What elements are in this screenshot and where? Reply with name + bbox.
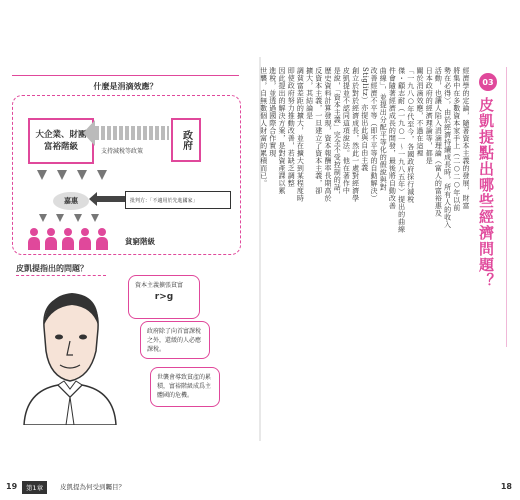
government-label: 政府 bbox=[180, 130, 192, 150]
body-text-column: 是說，「資本主義」完全不受控制的話， bbox=[333, 67, 342, 199]
book-spread bbox=[0, 57, 520, 492]
person-icon bbox=[61, 228, 75, 250]
body-text-column: 改善經濟不平等（即不平等的自動解決） bbox=[370, 67, 378, 202]
person-icon bbox=[44, 228, 58, 250]
trickle-bubble: 嘉惠 bbox=[53, 192, 89, 210]
body-text-column: 因此提出的解決方案，是對資產課以累 bbox=[278, 67, 286, 195]
speech-bubble-rg bbox=[128, 275, 200, 319]
body-text-column: 即使政府努力推動改善，若缺乏調整 bbox=[287, 67, 296, 187]
piketty-portrait-illustration bbox=[18, 285, 122, 425]
body-text-column: 關於涓滴效應，不過在這裡 bbox=[416, 67, 424, 157]
body-text-column: 活動，也讓人陷入涓滴理論（富人的富裕惠及 bbox=[434, 67, 443, 217]
policy-arrow-label: 支持減稅等政策 bbox=[101, 148, 144, 155]
rg-formula: r>g bbox=[154, 292, 174, 302]
trickle-down-diagram bbox=[12, 95, 241, 255]
body-text-column: 創立於對於經濟成長，然此一處對經濟學 bbox=[351, 67, 360, 202]
body-text-column: 歷史資料計算發現，資本報酬率長期高於 bbox=[324, 67, 332, 202]
body-text-column: 曲線」，並提出分配平等化的假說與對 bbox=[379, 67, 388, 191]
body-text-column: 勢在必得），由於經濟持續成長時，所有人的收入 bbox=[443, 67, 452, 229]
policy-arrow bbox=[95, 126, 169, 140]
chapter-title: 皮凱提為何受到矚目？ bbox=[60, 483, 125, 491]
criticism-arrow bbox=[97, 196, 125, 202]
body-text-column: 將集中在多數資本家手上（二○二○年以前 bbox=[452, 67, 461, 212]
section-rule bbox=[506, 67, 507, 347]
person-icon bbox=[27, 228, 41, 250]
body-text-column: 經濟學的定論，隨著資本主義的發展，財富 bbox=[462, 67, 470, 210]
left-page bbox=[0, 57, 259, 441]
page-number-left: 19 bbox=[6, 482, 18, 491]
body-text-column: 皮凱提並不認同這項說法。他在著作中 bbox=[342, 67, 351, 195]
chapter-label: 第1章 bbox=[22, 481, 47, 494]
bubble1-text: 資本主義擴張貧富 bbox=[135, 282, 184, 289]
body-text-column: 反資本主義，一旦建立了資本主義，卻 bbox=[314, 67, 323, 195]
piketty-issues-title: 皮凱提指出的問題？ bbox=[16, 264, 88, 273]
body-text-column: 擴大，其結論是 bbox=[305, 67, 314, 120]
right-page bbox=[261, 57, 520, 441]
body-text-column: 「一九八○年代至今，各國政府採行減稅 bbox=[406, 67, 415, 203]
down-arrows-bottom bbox=[39, 214, 99, 224]
page-number-right: 18 bbox=[500, 482, 512, 491]
rich-class-line1: 大企業、財團 bbox=[35, 130, 87, 140]
down-arrows-top bbox=[37, 170, 107, 184]
section-number-badge: 03 bbox=[479, 73, 497, 91]
body-text-column: 調貧富差距的擴大，並在擴大到某程度時 bbox=[296, 67, 305, 202]
page-footer bbox=[0, 478, 520, 498]
section-title: 皮凱提點出哪些經濟問題？ bbox=[477, 97, 495, 289]
person-icon bbox=[95, 228, 109, 250]
poor-people-icons bbox=[27, 228, 109, 250]
person-icon bbox=[78, 228, 92, 250]
body-text-column: 日本政府的經濟理論等，都是 bbox=[425, 67, 434, 165]
body-text-column: Stiglitz）亦提出此與自由主義 bbox=[360, 67, 369, 172]
government-box bbox=[171, 118, 201, 162]
title-underline bbox=[16, 275, 106, 277]
speech-bubble-inheritance: 世襲會導致貧產的累積，富裕階級成爲主體國的危機。 bbox=[150, 367, 220, 407]
body-text-column: 進稅，並透過國際合作實現 bbox=[268, 67, 277, 157]
speech-bubble-tax: 政府除了向首富課稅之外，還緩的人必應課稅。 bbox=[140, 321, 210, 359]
box-title bbox=[12, 75, 239, 96]
body-text-column: 件會隨著經濟成長的開發，最後將自動改善 bbox=[388, 67, 397, 210]
box-title-text: 什麼是涓滴效應？ bbox=[88, 81, 164, 92]
rich-class-line2: 富裕階級 bbox=[43, 142, 78, 152]
poor-class-label: 貧窮階級 bbox=[125, 237, 155, 246]
body-text-column: 傑・顧志耐（一九○一～一九八五年）提出的曲線 bbox=[397, 67, 406, 233]
criticism-box: 批判方：「不適用於先進國家」 bbox=[125, 191, 231, 209]
body-text-column: 世襲，自無數個人財富的累積而已。 bbox=[259, 67, 268, 187]
